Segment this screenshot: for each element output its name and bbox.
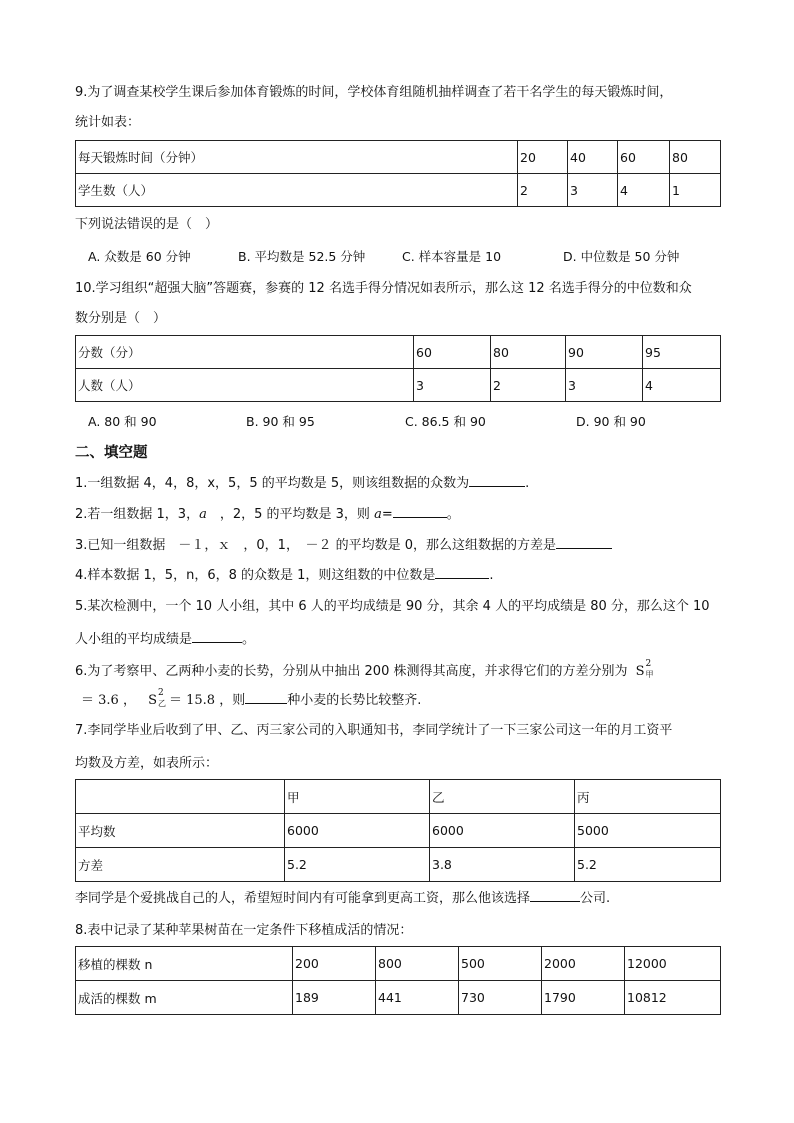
fill-7-line1: 7.李同学毕业后收到了甲、乙、丙三家公司的入职通知书，李同学统计了一下三家公司这一年的月工资平	[75, 723, 673, 738]
q10-option-b: B. 90 和 95	[246, 414, 315, 429]
fill-4	[75, 566, 494, 585]
fill-6-end: 种小麦的长势比较整齐.	[287, 693, 422, 708]
fill-2	[75, 505, 460, 524]
q10-table	[75, 335, 721, 402]
variance-symbol	[635, 659, 657, 679]
q10-option-d: D. 90 和 90	[576, 414, 646, 429]
q9-stem-line1: 9.为了调查某校学生课后参加体育锻炼的时间，学校体育组随机抽样调查了若干名学生的每天锻炼时间，	[75, 85, 673, 100]
fill-1-end: .	[525, 476, 530, 491]
subscript: 乙	[158, 699, 166, 708]
table-cell: 3	[566, 369, 643, 402]
table-cell	[76, 780, 285, 814]
table-cell: 3	[414, 369, 491, 402]
table-cell: 189	[293, 981, 376, 1015]
variance-symbol: S 2 乙	[148, 693, 169, 708]
q10-option-a: A. 80 和 90	[88, 414, 157, 429]
variable-a: a	[374, 507, 382, 522]
fill-2-text-a: 2.若一组数据 1，3，	[75, 507, 200, 522]
q9-question: 下列说法错误的是（ ）	[75, 217, 219, 232]
f7-table	[75, 779, 721, 882]
subscript: 甲	[645, 670, 654, 679]
table-cell: 4	[618, 174, 670, 207]
table-cell: 730	[459, 981, 542, 1015]
table-cell: 移植的棵数 n	[76, 947, 293, 981]
table-cell: 80	[491, 336, 566, 369]
table-cell: 60	[618, 141, 670, 174]
q9-option-a: A. 众数是 60 分钟	[88, 249, 191, 264]
fill-6-text: 6.为了考察甲、乙两种小麦的长势，分别从中抽出 200 株测得其高度，并求得它们的方差分别为	[75, 664, 628, 679]
fill-6-line2	[75, 690, 421, 710]
fill-3-text: 3.已知一组数据 －１，ｘ ，0，1， －２ 的平均数是 0，那么这组数据的方差是	[75, 538, 556, 553]
fill-6-eq1: ＝ 3.6 ，	[81, 693, 136, 708]
table-cell: 20	[518, 141, 568, 174]
fill-1	[75, 474, 529, 493]
table-cell: 6000	[285, 814, 430, 848]
table-cell: 95	[643, 336, 721, 369]
table-cell: 12000	[625, 947, 721, 981]
fill-6-eq2: ＝ 15.8 ，则	[169, 693, 246, 708]
q9-option-c: C. 样本容量是 10	[402, 249, 502, 264]
section-heading: 二、填空题	[75, 445, 148, 461]
table-cell: 800	[376, 947, 459, 981]
table-cell: 成活的棵数 m	[76, 981, 293, 1015]
fill-5-line1: 5.某次检测中，一个 10 人小组，其中 6 人的平均成绩是 90 分，其余 4 人的平均成绩是 80 分，那么这个 10	[75, 599, 710, 614]
table-cell: 2000	[542, 947, 625, 981]
fill-8-line1: 8.表中记录了某种苹果树苗在一定条件下移植成活的情况：	[75, 923, 413, 938]
table-cell: 40	[568, 141, 618, 174]
answer-blank[interactable]	[192, 630, 242, 643]
fill-2-equals: =	[381, 507, 393, 522]
table-cell: 人数（人）	[76, 369, 414, 402]
table-cell: 2	[518, 174, 568, 207]
table-cell: 200	[293, 947, 376, 981]
fill-4-text: 4.样本数据 1，5，n，6，8 的众数是 1，则这组数的中位数是	[75, 568, 436, 583]
q9-stem-line2: 统计如表：	[75, 115, 141, 130]
q9-table	[75, 140, 721, 207]
answer-blank[interactable]	[469, 474, 525, 487]
table-cell: 乙	[430, 780, 575, 814]
q10-stem-line2: 数分别是（ ）	[75, 311, 167, 326]
fill-7-after-end: 公司.	[580, 891, 611, 906]
fill-7-line2: 均数及方差，如表所示：	[75, 756, 219, 771]
fill-7-after-text: 李同学是个爱挑战自己的人，希望短时间内有可能拿到更高工资，那么他该选择	[75, 891, 531, 906]
s-symbol: S	[635, 664, 645, 679]
fill-4-end: .	[489, 568, 494, 583]
table-cell: 5.2	[575, 848, 721, 882]
answer-blank[interactable]	[393, 505, 447, 518]
table-cell: 分数（分）	[76, 336, 414, 369]
table-cell: 6000	[430, 814, 575, 848]
answer-blank[interactable]	[556, 536, 612, 549]
fill-3	[75, 536, 612, 555]
variable-a: a	[199, 507, 207, 522]
table-cell: 4	[643, 369, 721, 402]
section-title	[75, 441, 148, 462]
table-cell: 学生数（人）	[76, 174, 518, 207]
q9-option-d: D. 中位数是 50 分钟	[563, 249, 680, 264]
table-cell: 3	[568, 174, 618, 207]
fill-1-text: 1.一组数据 4，4，8，x，5，5 的平均数是 5，则该组数据的众数为	[75, 476, 470, 491]
table-cell: 441	[376, 981, 459, 1015]
superscript: 2	[158, 688, 164, 698]
table-cell: 平均数	[76, 814, 285, 848]
q9-option-b: B. 平均数是 52.5 分钟	[238, 249, 366, 264]
table-cell: 丙	[575, 780, 721, 814]
q10-option-c: C. 86.5 和 90	[405, 414, 486, 429]
sup-sub	[645, 659, 657, 679]
table-cell: 3.8	[430, 848, 575, 882]
table-cell: 60	[414, 336, 491, 369]
table-cell: 甲	[285, 780, 430, 814]
fill-2-end: 。	[446, 507, 460, 522]
fill-6-line1	[75, 661, 657, 681]
table-cell: 每天锻炼时间（分钟）	[76, 141, 518, 174]
table-cell: 2	[491, 369, 566, 402]
answer-blank[interactable]	[245, 691, 287, 704]
table-cell: 90	[566, 336, 643, 369]
table-cell: 500	[459, 947, 542, 981]
fill-2-text-b: ，2，5 的平均数是 3，则	[206, 507, 375, 522]
answer-blank[interactable]	[435, 566, 489, 579]
fill-5-end: 。	[242, 632, 256, 647]
table-cell: 5.2	[285, 848, 430, 882]
table-cell: 5000	[575, 814, 721, 848]
answer-blank[interactable]	[530, 889, 580, 902]
f8-table	[75, 946, 721, 1015]
table-cell: 方差	[76, 848, 285, 882]
table-cell: 80	[670, 141, 721, 174]
fill-5-text: 人小组的平均成绩是	[75, 632, 193, 647]
table-cell: 1	[670, 174, 721, 207]
fill-5-line2	[75, 630, 255, 649]
table-cell: 10812	[625, 981, 721, 1015]
table-cell: 1790	[542, 981, 625, 1015]
q10-stem-line1: 10.学习组织“超强大脑”答题赛，参赛的 12 名选手得分情况如表所示，那么这 12 名选手得分的中位数和众	[75, 281, 692, 296]
superscript: 2	[645, 659, 652, 669]
fill-7-after	[75, 889, 610, 908]
